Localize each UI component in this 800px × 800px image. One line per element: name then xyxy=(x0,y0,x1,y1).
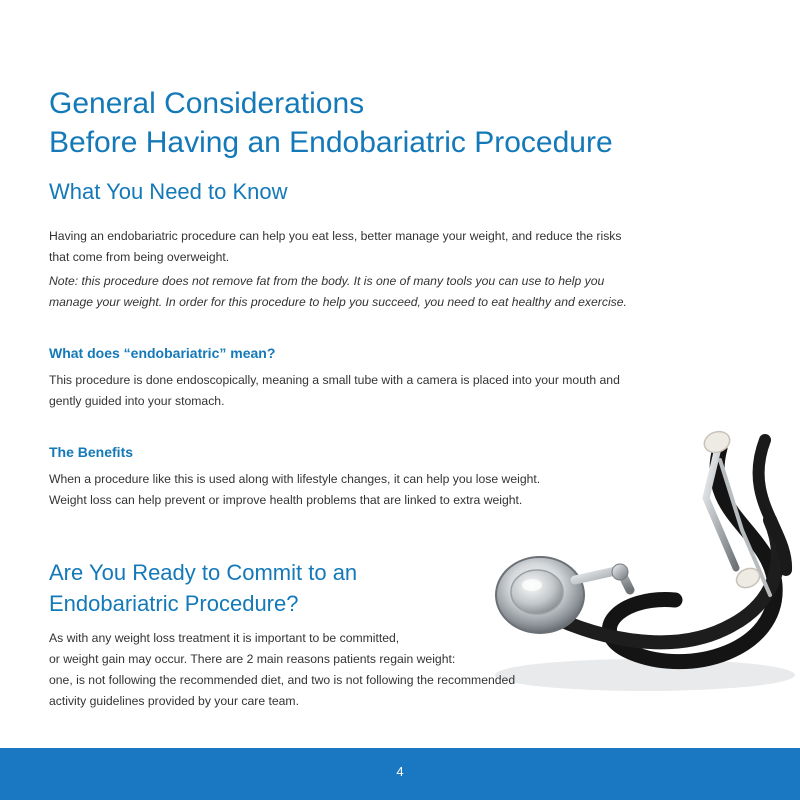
meaning-heading: What does “endobariatric” mean? xyxy=(49,345,276,361)
benefits-paragraph xyxy=(49,469,540,511)
stethoscope-image xyxy=(470,420,800,710)
commit-heading-line-1: Are You Ready to Commit to an xyxy=(49,560,358,585)
meaning-line-2: gently guided into your stomach. xyxy=(49,394,225,408)
page-title-line-2: Before Having an Endobariatric Procedure xyxy=(49,126,613,159)
commit-line-4: activity guidelines provided by your care team. xyxy=(49,694,299,708)
footer-bar xyxy=(0,748,800,800)
intro-paragraph xyxy=(49,226,621,268)
meaning-line-1: This procedure is done endoscopically, meaning a small tube with a camera is placed into your mouth and xyxy=(49,373,620,387)
meaning-paragraph xyxy=(49,370,620,412)
commit-heading-line-2: Endobariatric Procedure? xyxy=(49,591,299,616)
commit-line-2: or weight gain may occur. There are 2 main reasons patients regain weight: xyxy=(49,652,456,666)
page-title xyxy=(49,84,613,162)
commit-heading xyxy=(49,557,357,619)
note-line-1: Note: this procedure does not remove fat from the body. It is one of many tools you can use to help you xyxy=(49,274,605,288)
intro-line-2: that come from being overweight. xyxy=(49,250,230,264)
page-number: 4 xyxy=(396,764,404,779)
commit-line-3: one, is not following the recommended diet, and two is not following the recommended xyxy=(49,673,516,687)
commit-paragraph xyxy=(49,628,515,712)
benefits-line-2: Weight loss can help prevent or improve health problems that are linked to extra weight. xyxy=(49,493,523,507)
commit-line-1: As with any weight loss treatment it is important to be committed, xyxy=(49,631,400,645)
intro-line-1: Having an endobariatric procedure can help you eat less, better manage your weight, and reduce the risks xyxy=(49,229,622,243)
page-title-line-1: General Considerations xyxy=(49,87,365,120)
benefits-line-1: When a procedure like this is used along with lifestyle changes, it can help you lose weight. xyxy=(49,472,541,486)
section-subtitle: What You Need to Know xyxy=(49,179,288,204)
note-line-2: manage your weight. In order for this procedure to help you succeed, you need to eat healthy and exercise. xyxy=(49,295,627,309)
benefits-heading: The Benefits xyxy=(49,444,134,460)
note-paragraph xyxy=(49,271,627,313)
